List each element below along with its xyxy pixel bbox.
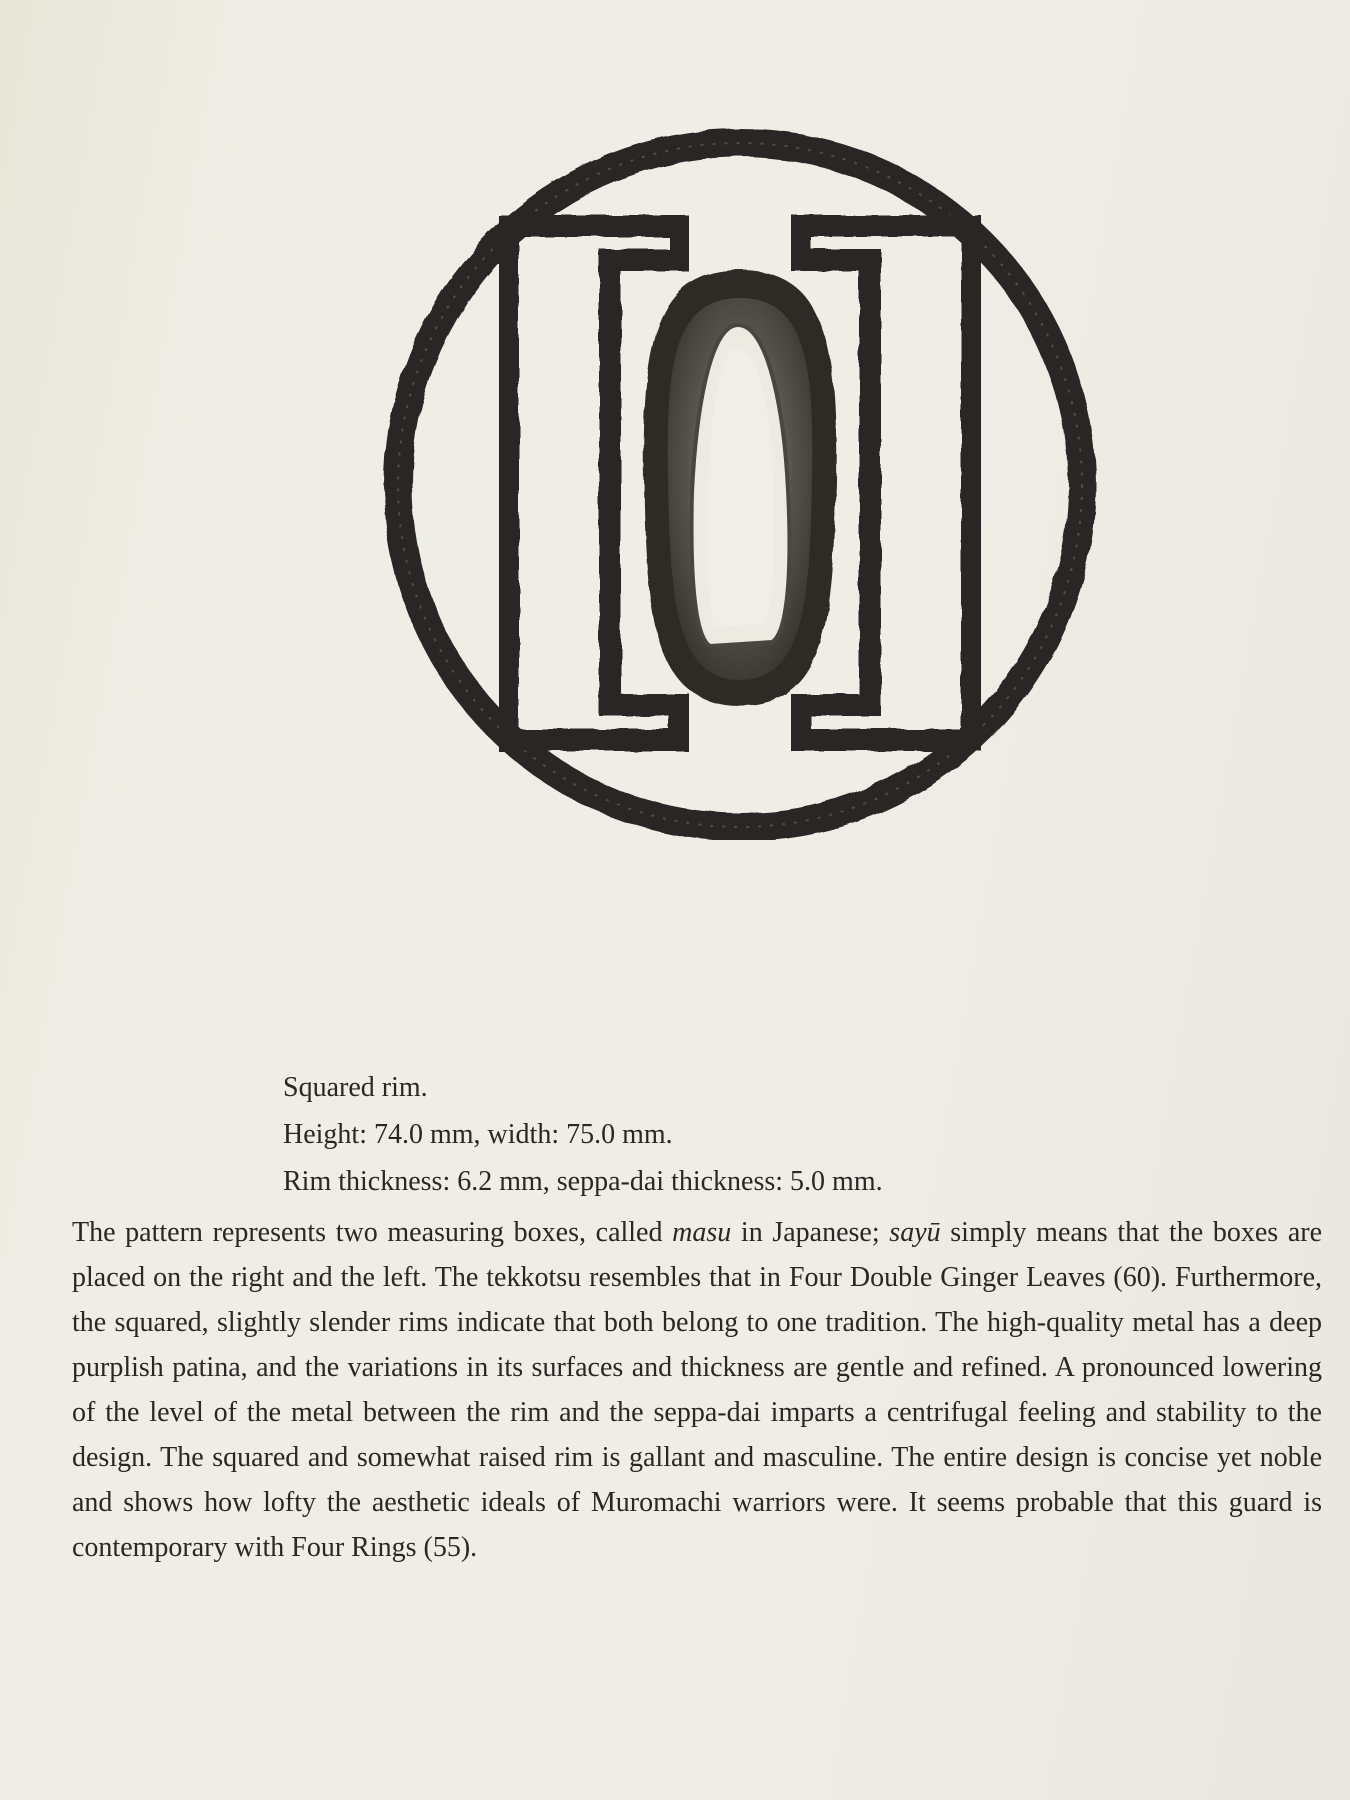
description-text-3: simply means that the boxes are placed on the right and the left. The tekkotsu resembles that in Four Double Ginger Leaves (60). Furthermore, the squared, slightly slender rims indicate that both belong to one tradition. The high-quality metal has a deep purplish patina, and the variations in its surfaces and thickness are gentle and refined. A pronounced lowering of the level of the metal between the rim and the seppa-dai imparts a centrifugal feeling and stability to the design. The squared and somewhat raised rim is gallant and masculine. The entire design is concise yet noble and shows how lofty the aesthetic ideals of Muromachi warriors were. It seems probable that this guard is contemporary with Four Rings (55). bbox=[72, 1217, 1323, 1563]
term-sayu: sayū bbox=[889, 1217, 941, 1248]
specifications bbox=[283, 1064, 1283, 1205]
description-text-2: in Japanese; bbox=[731, 1217, 890, 1248]
description-text-1: The pattern represents two measuring boxes, called bbox=[72, 1217, 673, 1248]
spec-rim-type: Squared rim. bbox=[283, 1072, 428, 1103]
description-paragraph bbox=[72, 1210, 1322, 1570]
tsuba-photograph bbox=[380, 120, 1100, 840]
spec-dimensions: Height: 74.0 mm, width: 75.0 mm. bbox=[283, 1119, 673, 1150]
term-masu: masu bbox=[672, 1217, 732, 1248]
spec-thickness: Rim thickness: 6.2 mm, seppa-dai thickness: 5.0 mm. bbox=[283, 1166, 883, 1197]
